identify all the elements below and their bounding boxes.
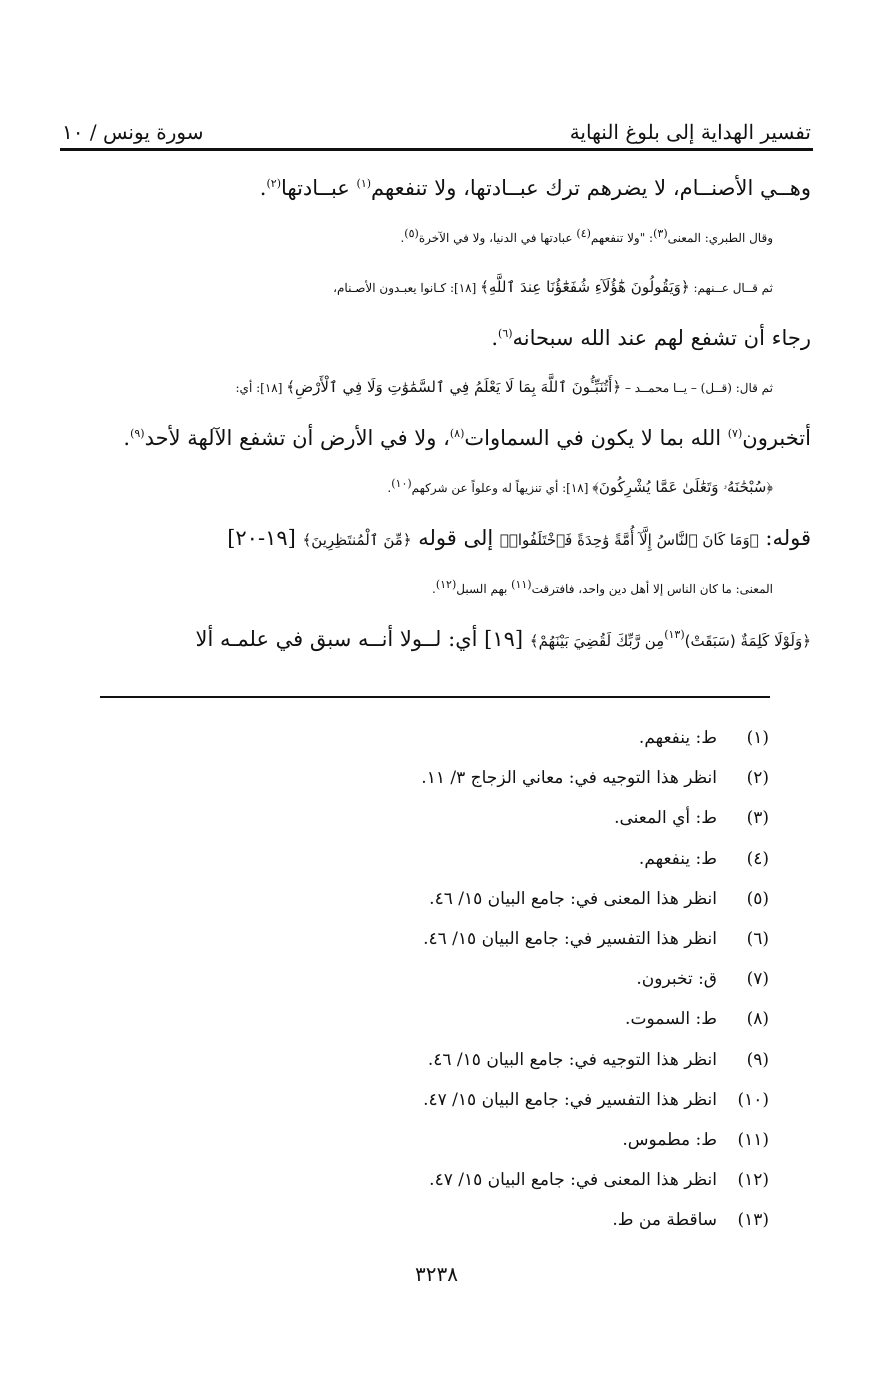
text-line xyxy=(64,164,811,214)
text-segment: [١٩-٢٠] xyxy=(227,525,303,550)
text-segment: [١٨]: أي: xyxy=(235,381,287,395)
footnote xyxy=(109,798,769,838)
footnote-number: (٢) xyxy=(746,768,769,789)
text-segment: . xyxy=(387,481,392,495)
footnote-marker: (١٠) xyxy=(391,477,412,490)
text-line xyxy=(64,615,811,667)
footnote-text: انظر هذا التفسير في: جامع البيان ١٥/ ٤٦. xyxy=(423,929,717,950)
footnote-number: (٦) xyxy=(746,929,769,950)
text-segment: المعنى: ما كان الناس إلا أهل دين واحد، فافترقت xyxy=(531,582,773,596)
text-segment: إلى قوله xyxy=(411,525,500,550)
main-text xyxy=(64,164,811,666)
text-segment: أتخبرون xyxy=(742,425,811,450)
footnote-marker: (١٣) xyxy=(664,627,685,641)
footnote-number: (١) xyxy=(746,728,769,748)
text-segment: وقال الطبري: المعنى xyxy=(667,230,773,245)
quran-verse: ﴿سُبْحَٰنَهُۥ وَتَعَٰلَىٰ عَمَّا يُشْرِكُونَ﴾ xyxy=(592,478,773,496)
footnote-text: انظر هذا التوجيه في: معاني الزجاج ٣/ ١١. xyxy=(421,768,717,789)
quran-verse: مِن رَّبِّكَ لَقُضِيَ بَيْنَهُمْ﴾ xyxy=(529,631,665,650)
surah-reference: سورة يونس / ١٠ xyxy=(62,120,204,144)
text-line xyxy=(64,463,811,514)
quran-verse: ﴿مِّنَ ٱلْمُنتَظِرِينَ﴾ xyxy=(302,530,412,549)
footnote-number: (٧) xyxy=(746,969,769,990)
text-segment: ثم قال: (قــل) – يــا محمــد – xyxy=(621,381,773,395)
footnote-text: انظر هذا التفسير في: جامع البيان ١٥/ ٤٧. xyxy=(423,1089,717,1110)
footnote-marker: (٥) xyxy=(404,226,419,240)
footnote-number: (٤) xyxy=(746,848,769,869)
footnote-text: انظر هذا المعنى في: جامع البيان ١٥/ ٤٦. xyxy=(429,888,717,909)
quran-verse: ﴿وَمَا كَانَ ٱلنَّاسُ إِلَّآ أُمَّةً وَٰحِدَةً فَٱخْتَلَفُوا۟﴾ xyxy=(499,530,759,549)
footnote-marker: (١٢) xyxy=(435,578,457,591)
text-line xyxy=(64,314,811,364)
footnote-text: ط: السموت. xyxy=(625,1009,717,1030)
text-segment: . xyxy=(432,582,436,596)
footnote-marker: (١) xyxy=(356,177,372,190)
text-segment: [١٩] أي: لــولا أنــه سبق في علمـه ألا xyxy=(195,626,530,651)
footnote-text: انظر هذا المعنى في: جامع البيان ١٥/ ٤٧. xyxy=(429,1170,717,1191)
text-segment: [١٨]: أي تنزيهاً له وعلواً عن شركهم xyxy=(411,481,593,495)
text-segment: ثم قــال عــنهم: xyxy=(689,281,773,295)
footnote-text: ساقطة من ط. xyxy=(612,1210,717,1231)
footnote-number: (٩) xyxy=(746,1049,769,1070)
quran-verse: ﴿أَتُنَبِّـُٔونَ ٱللَّهَ بِمَا لَا يَعْلَمُ فِي ٱلسَّمَٰوَٰتِ وَلَا فِي ٱلْأَرْضِ﴾ xyxy=(286,378,622,396)
footnote xyxy=(109,839,769,879)
text-line xyxy=(64,214,811,264)
footnote-marker: (٤) xyxy=(576,226,591,240)
footnote-marker: (٩) xyxy=(130,426,145,440)
text-segment: . xyxy=(259,176,267,200)
footnote xyxy=(109,959,769,999)
footnote xyxy=(109,1040,769,1080)
text-segment: قوله: xyxy=(758,525,811,550)
footnote-number: (٣) xyxy=(746,808,769,829)
footnote xyxy=(109,718,769,758)
text-line xyxy=(64,263,811,314)
text-segment: : "ولا تنفعهم xyxy=(590,230,654,245)
footnote-number: (٨) xyxy=(746,1009,769,1030)
footnote-marker: (٢) xyxy=(266,177,281,190)
footnote-text: ط: مطموس. xyxy=(622,1130,717,1151)
footnote xyxy=(109,758,769,798)
text-segment: وهــي الأصنــام، لا يضرهم ترك عبــادتها، ولا تنفعهم xyxy=(371,176,811,200)
text-segment: . xyxy=(491,325,499,350)
footnote-marker: (٧) xyxy=(727,426,743,440)
footnotes xyxy=(109,718,769,1241)
footnote-marker: (٦) xyxy=(498,326,513,340)
footnote-text: ط: ينفعهم. xyxy=(638,848,717,869)
quran-verse: ﴿وَيَقُولُونَ هَٰٓؤُلَآءِ شُفَعَٰٓؤُنَا عِندَ ٱللَّهِ﴾ xyxy=(480,278,690,296)
text-segment: [١٨]: كـانوا يعبـدون الأصـنام، xyxy=(333,281,481,295)
text-line xyxy=(64,363,811,414)
text-line xyxy=(64,565,811,615)
header-rule xyxy=(60,148,813,151)
footnote-number: (١٢) xyxy=(737,1170,769,1191)
footnote xyxy=(109,1120,769,1160)
footnote-separator xyxy=(100,696,770,698)
text-segment: . xyxy=(123,425,131,450)
footnote-marker: (١١) xyxy=(511,578,532,591)
text-segment: الله بما لا يكون في السماوات xyxy=(464,425,728,450)
footnote-number: (١٠) xyxy=(737,1089,769,1110)
footnote xyxy=(109,919,769,959)
text-segment: بهم السبل xyxy=(456,582,512,596)
text-line xyxy=(64,514,811,566)
book-title: تفسير الهداية إلى بلوغ النهاية xyxy=(569,120,811,144)
footnote xyxy=(109,1160,769,1200)
text-segment: . xyxy=(400,230,405,245)
text-segment: ، ولا في الأرض أن تشفع الآلهة لأحد xyxy=(144,425,450,450)
text-segment: رجاء أن تشفع لهم عند الله سبحانه xyxy=(512,325,811,350)
footnote-number: (٥) xyxy=(746,888,769,909)
footnote-text: ط: أي المعنى. xyxy=(614,808,717,829)
footnote xyxy=(109,1200,769,1240)
footnote-marker: (٣) xyxy=(653,226,668,240)
text-segment: عبادتها في الدنيا، ولا في الآخرة xyxy=(418,230,577,245)
running-header xyxy=(62,112,811,152)
footnote xyxy=(109,1080,769,1120)
footnote-number: (١١) xyxy=(737,1130,769,1151)
text-line xyxy=(64,414,811,464)
footnote-text: ط: ينفعهم. xyxy=(638,728,717,748)
footnote xyxy=(109,879,769,919)
footnote-text: انظر هذا التوجيه في: جامع البيان ١٥/ ٤٦. xyxy=(427,1049,717,1070)
footnote xyxy=(109,999,769,1039)
text-segment: عبــادتها xyxy=(280,176,357,200)
footnote-number: (١٣) xyxy=(737,1210,769,1231)
footnote-marker: (٨) xyxy=(449,426,465,440)
footnote-text: ق: تخبرون. xyxy=(636,969,717,990)
page-number: ٣٢٣٨ xyxy=(415,1262,458,1286)
quran-verse: ﴿وَلَوْلَا كَلِمَةٌ (سَبَقَتْ) xyxy=(684,631,811,650)
